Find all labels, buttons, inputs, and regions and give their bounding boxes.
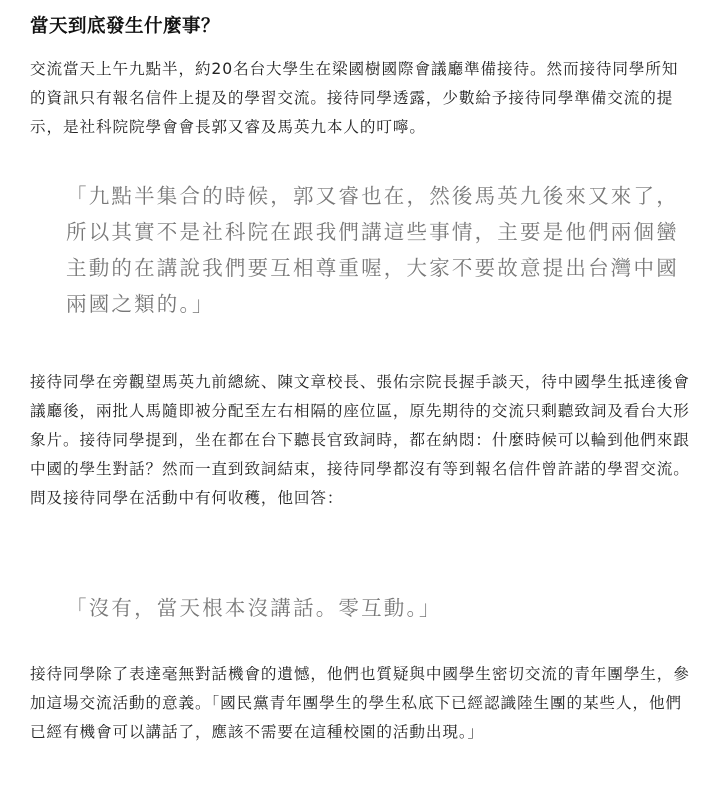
blockquote-2: 「沒有，當天根本沒講話。零互動。」 bbox=[66, 596, 442, 620]
paragraph-2: 接待同學在旁觀望馬英九前總統、陳文章校長、張佑宗院長握手談天，待中國學生抵達後會議廳後，兩批人馬隨即被分配至左右相隔的座位區，原先期待的交流只剩聽致詞及看台大形象片。接待同學提到，坐在都在台下聽長官致詞時，都在納悶：什麼時候可以輪到他們來跟中國的學生對話？然而一直到致詞結束，接待同學都沒有等到報名信件曾許諾的學習交流。問及接待同學在活動中有何收穫，他回答： bbox=[30, 373, 690, 507]
blockquote-1: 「九點半集合的時候，郭又睿也在，然後馬英九後來又來了，所以其實不是社科院在跟我們講這些事情，主要是他們兩個蠻主動的在講說我們要互相尊重喔，大家不要故意提出台灣中國兩國之類的。」 bbox=[66, 184, 679, 316]
section-heading: 當天到底發生什麼事？ bbox=[30, 16, 221, 37]
paragraph-1: 交流當天上午九點半，約20名台大學生在梁國樹國際會議廳準備接待。然而接待同學所知的資訊只有報名信件上提及的學習交流。接待同學透露，少數給予接待同學準備交流的提示，是社科院院學會會長郭又睿及馬英九本人的叮嚀。 bbox=[30, 60, 679, 136]
paragraph-3: 接待同學除了表達毫無對話機會的遺憾，他們也質疑與中國學生密切交流的青年團學生，參加這場交流活動的意義。「國民黨青年團學生的學生私底下已經認識陸生團的某些人，他們已經有機會可以講話了，應該不需要在這種校園的活動出現。」 bbox=[30, 665, 690, 741]
